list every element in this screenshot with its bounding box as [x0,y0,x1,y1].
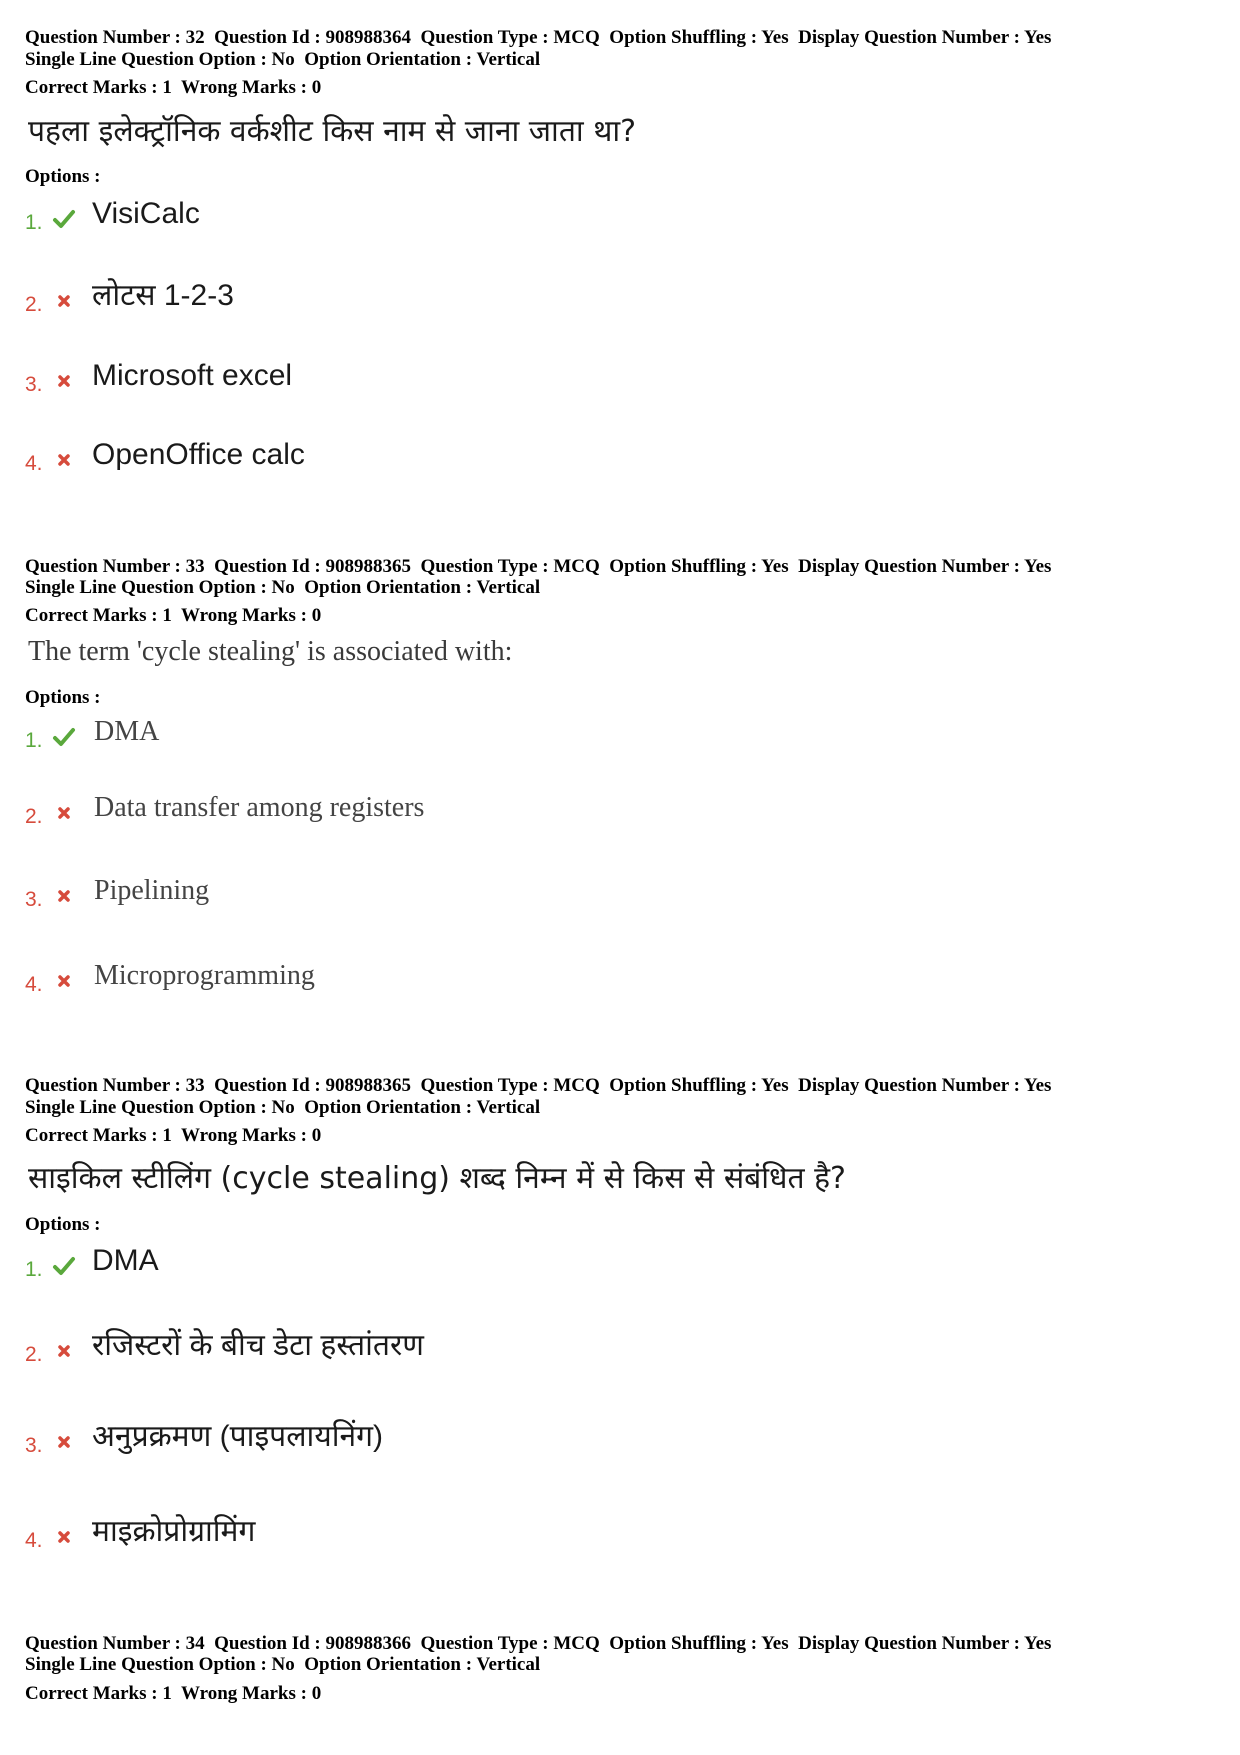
cross-icon [57,453,71,467]
option-number: 1. [25,729,43,752]
option-item [0,1326,1240,1370]
question-text: साइकिल स्टीलिंग (cycle stealing) शब्द निम्न में से किस से संबंधित है? [28,1161,846,1196]
option-text: रजिस्टरों के बीच डेटा हस्तांतरण [92,1329,424,1362]
question-marks: Correct Marks : 1 Wrong Marks : 0 [25,1683,322,1704]
option-number: 3. [25,888,43,911]
option-number: 4. [25,973,43,996]
question-header-line1: Question Number : 32 Question Id : 908988364 Question Type : MCQ Option Shuffling : Yes Display Question Number : Yes [25,27,1052,48]
check-icon [52,727,76,747]
option-text: लोटस 1-2-3 [92,279,234,312]
option-item [0,356,1240,400]
options-label: Options : [25,687,101,708]
option-item [0,194,1240,238]
check-icon [52,209,76,229]
option-text: Microprogramming [94,960,315,991]
cross-icon [57,374,71,388]
option-item [0,435,1240,479]
cross-icon [57,1435,71,1449]
option-number: 4. [25,452,43,475]
check-icon [52,1256,76,1276]
question-header-line1: Question Number : 34 Question Id : 908988366 Question Type : MCQ Option Shuffling : Yes Display Question Number : Yes [25,1633,1052,1654]
options-label: Options : [25,1214,101,1235]
option-text: OpenOffice calc [92,438,305,471]
cross-icon [57,974,71,988]
question-marks: Correct Marks : 1 Wrong Marks : 0 [25,1125,322,1146]
option-item [0,1417,1240,1461]
question-header-line2: Single Line Question Option : No Option Orientation : Vertical [25,577,541,598]
options-label: Options : [25,166,101,187]
option-item [0,276,1240,320]
question-header-line1: Question Number : 33 Question Id : 908988365 Question Type : MCQ Option Shuffling : Yes Display Question Number : Yes [25,556,1052,577]
option-number: 2. [25,805,43,828]
option-item [0,788,1240,832]
option-text: माइक्रोप्रोग्रामिंग [92,1515,256,1548]
question-header-line2: Single Line Question Option : No Option Orientation : Vertical [25,49,541,70]
question-text: पहला इलेक्ट्रॉनिक वर्कशीट किस नाम से जाना जाता था? [28,114,637,149]
option-item [0,1512,1240,1556]
question-header-line2: Single Line Question Option : No Option Orientation : Vertical [25,1654,541,1675]
option-item [0,712,1240,756]
cross-icon [57,294,71,308]
option-item [0,1241,1240,1285]
question-header-line2: Single Line Question Option : No Option Orientation : Vertical [25,1097,541,1118]
question-marks: Correct Marks : 1 Wrong Marks : 0 [25,77,322,98]
question-marks: Correct Marks : 1 Wrong Marks : 0 [25,605,322,626]
option-number: 4. [25,1529,43,1552]
cross-icon [57,1530,71,1544]
option-number: 1. [25,1258,43,1281]
option-number: 3. [25,373,43,396]
option-number: 2. [25,1343,43,1366]
option-text: DMA [92,1244,159,1277]
question-header-line1: Question Number : 33 Question Id : 908988365 Question Type : MCQ Option Shuffling : Yes Display Question Number : Yes [25,1075,1052,1096]
option-number: 3. [25,1434,43,1457]
option-text: Data transfer among registers [94,792,425,823]
option-number: 1. [25,211,43,234]
option-text: Pipelining [94,875,210,906]
option-text: VisiCalc [92,197,200,230]
cross-icon [57,889,71,903]
option-item [0,956,1240,1000]
option-text: Microsoft excel [92,359,293,392]
cross-icon [57,1344,71,1358]
option-text: अनुप्रक्रमण (पाइपलायनिंग) [92,1420,384,1453]
option-number: 2. [25,293,43,316]
option-item [0,871,1240,915]
cross-icon [57,806,71,820]
option-text: DMA [94,716,160,747]
question-text: The term 'cycle stealing' is associated with: [28,636,513,667]
